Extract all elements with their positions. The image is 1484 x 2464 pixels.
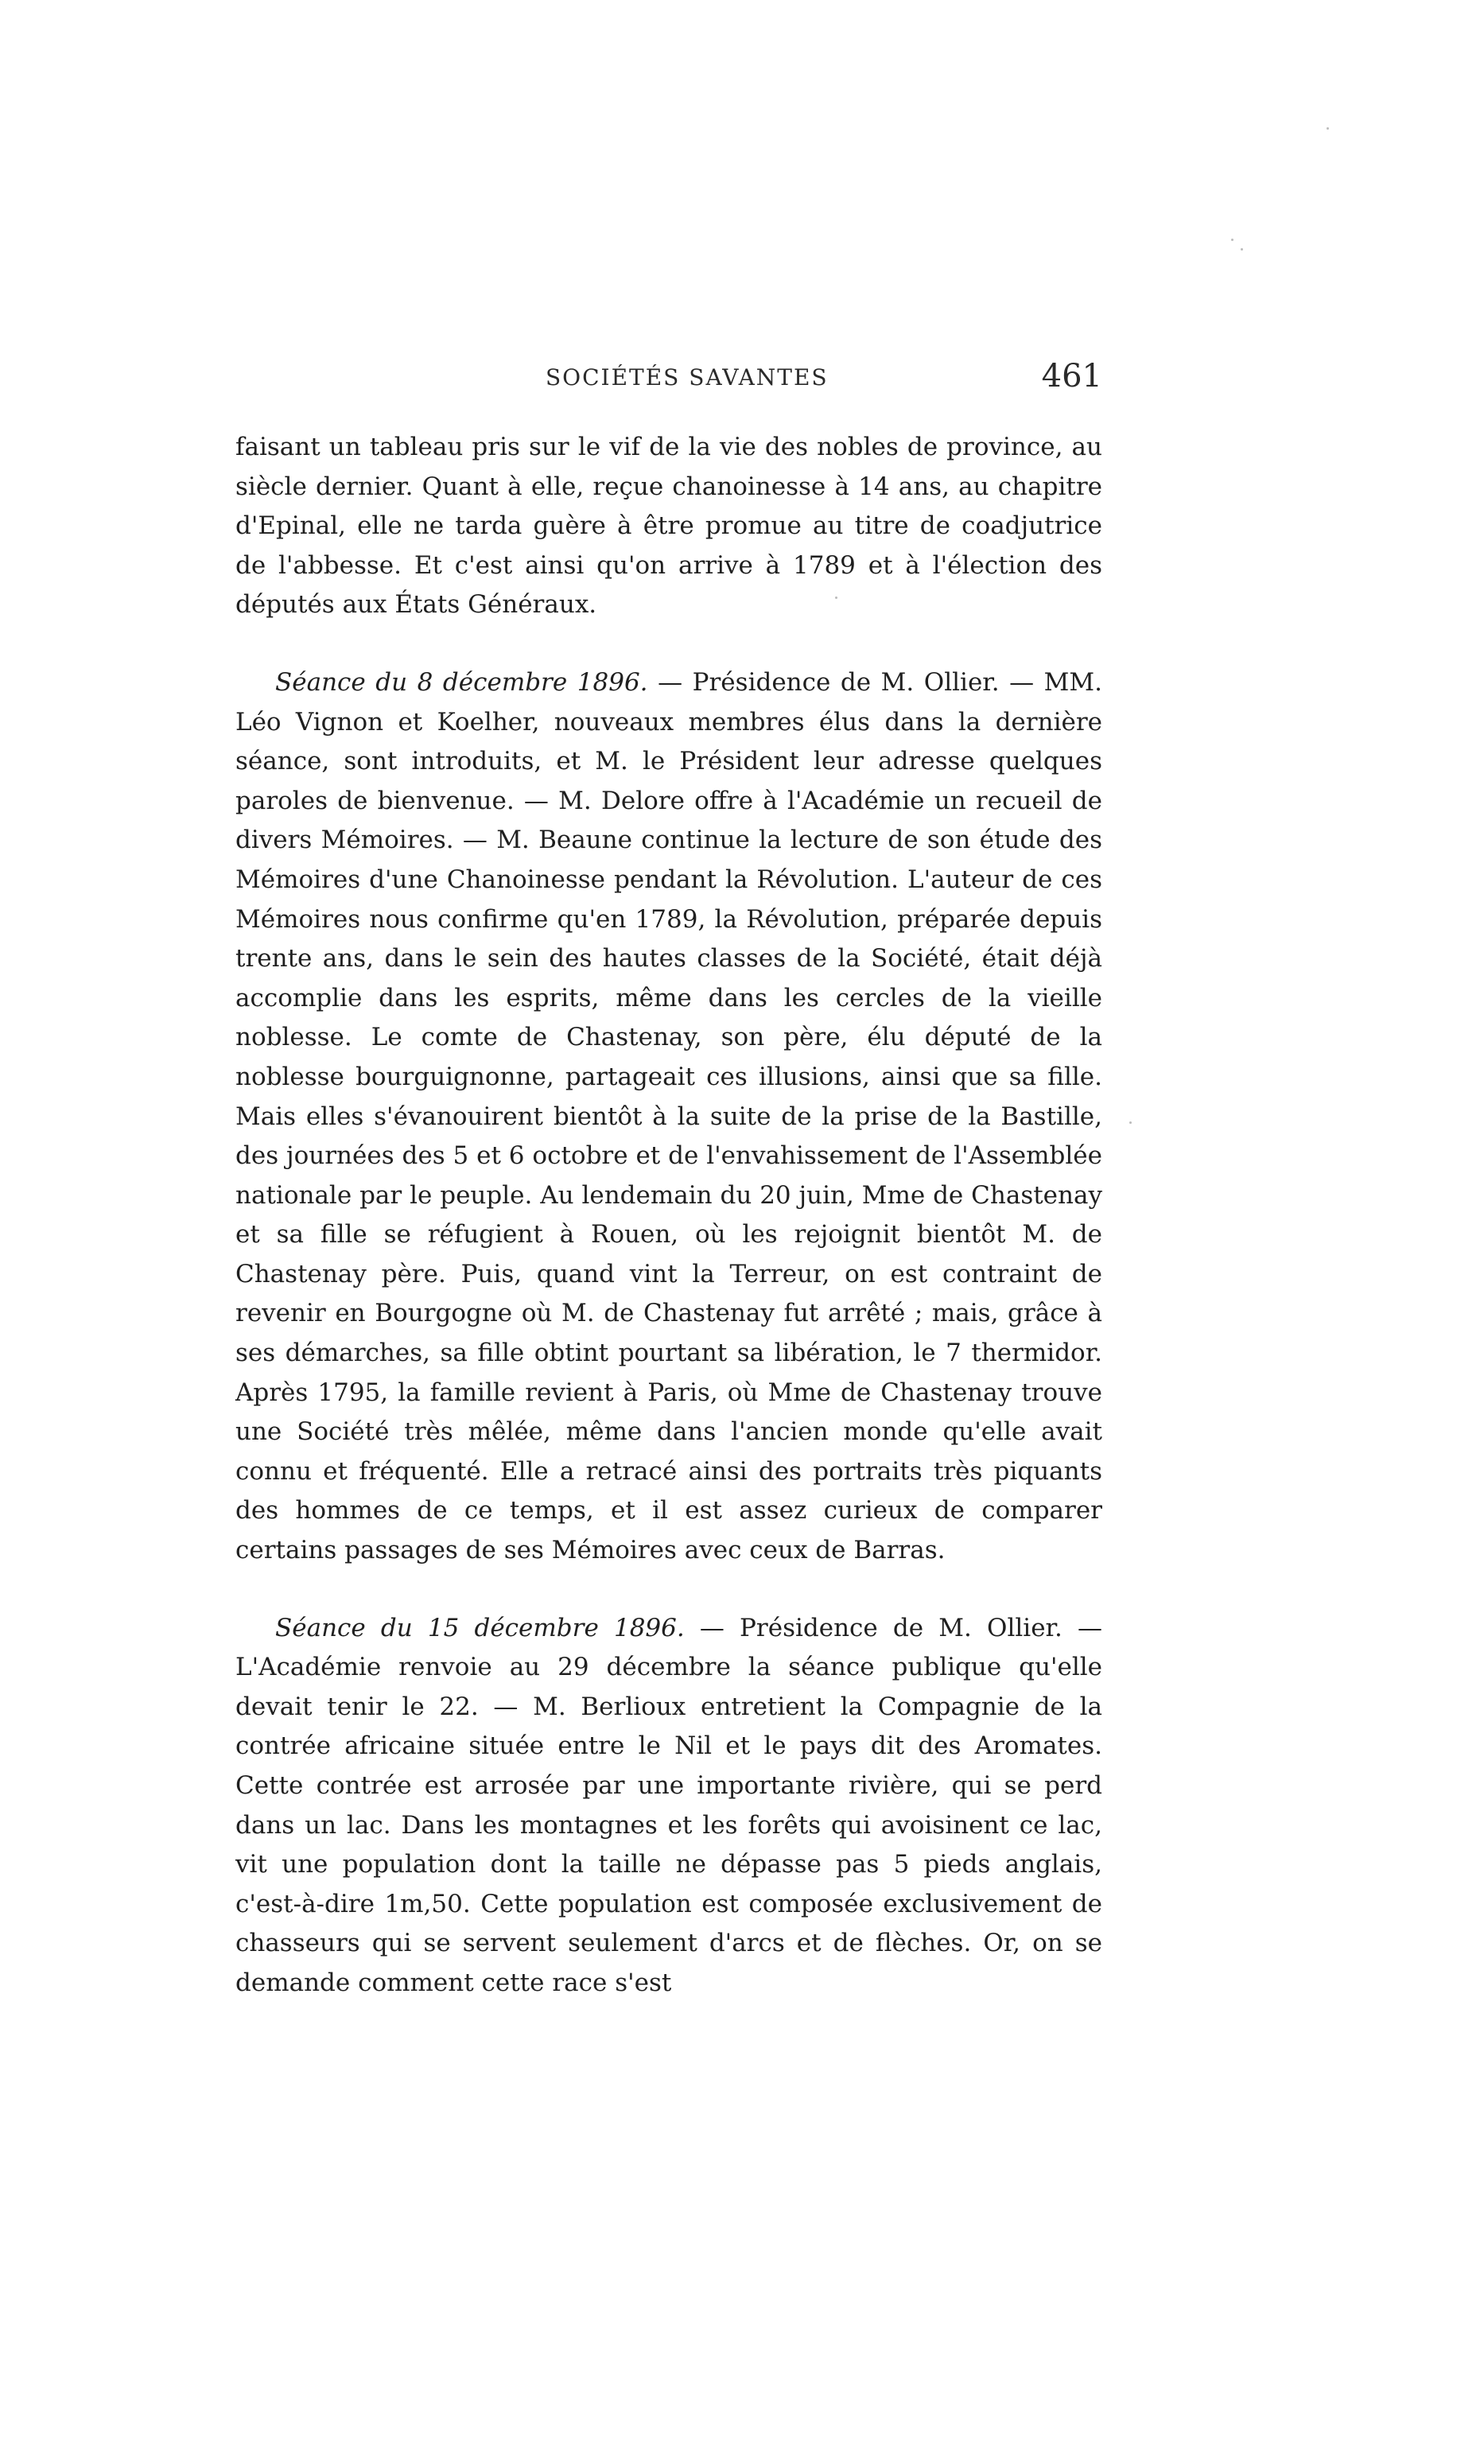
scan-speck xyxy=(1241,248,1243,251)
paragraph-text: — Présidence de M. Ollier. — L'Académie renvoie au 29 décembre la séance publique qu'elle devait tenir le 22. — M. Berlioux entretient la Compagnie de la contrée africaine située entre le Nil et le pays dit des Aromates. Cette contrée est arrosée par une importante rivière, qui se perd dans un lac. Dans les montagnes et les forêts qui avoisinent ce lac, vit une population dont la taille ne dépasse pas 5 pieds anglais, c'est-à-dire 1m,50. Cette population est composée exclusivement de chasseurs qui se servent seulement d'arcs et de flèches. Or, on se demande comment cette race s'est xyxy=(235,1613,1102,1997)
paragraph-text: — Présidence de M. Ollier. — MM. Léo Vignon et Koelher, nouveaux membres élus dans la dernière séance, sont introduits, et M. le Président leur adresse quelques paroles de bienvenue. — M. Delore offre à l'Académie un recueil de divers Mémoires. — M. Beaune continue la lecture de son étude des Mémoires d'une Chanoinesse pendant la Révolution. L'auteur de ces Mémoires nous confirme qu'en 1789, la Révolution, préparée depuis trente ans, dans le sein des hautes classes de la Société, était déjà accomplie dans les esprits, même dans les cercles de la vieille noblesse. Le comte de Chastenay, son père, élu député de la noblesse bourguignonne, partageait ces illusions, ainsi que sa fille. Mais elles s'évanouirent bientôt à la suite de la prise de la Bastille, des journées des 5 et 6 octobre et de l'envahissement de l'Assemblée nationale par le peuple. Au lendemain du 20 juin, Mme de Chastenay et sa fille se réfugient à Rouen, où les rejoignit bientôt M. de Chastenay père. Puis, quand vint la Terreur, on est contraint de revenir en Bourgogne où M. de Chastenay fut arrêté ; mais, grâce à ses démarches, sa fille obtint pourtant sa libération, le 7 thermidor. Après 1795, la famille revient à Paris, où Mme de Chastenay trouve une Société très mêlée, même dans l'ancien monde qu'elle avait connu et fréquenté. Elle a retracé ainsi des portraits très piquants des hommes de ce temps, et il est assez curieux de comparer certains passages de ses Mémoires avec ceux de Barras. xyxy=(235,667,1102,1565)
body-text xyxy=(235,428,1102,2003)
paragraph-seance-8-decembre xyxy=(235,663,1102,1571)
seance-date-label: Séance du 8 décembre 1896. xyxy=(275,667,648,697)
scan-speck xyxy=(1129,1121,1132,1124)
seance-date-label: Séance du 15 décembre 1896. xyxy=(275,1613,685,1642)
scan-speck xyxy=(1231,239,1233,241)
paragraph-continuation xyxy=(235,428,1102,625)
running-title: SOCIÉTÉS SAVANTES xyxy=(546,364,829,391)
page-number: 461 xyxy=(1041,358,1102,394)
scan-speck xyxy=(835,597,837,599)
paragraph-seance-15-decembre xyxy=(235,1609,1102,2003)
paragraph-text: faisant un tableau pris sur le vif de la vie des nobles de province, au siècle dernier. Quant à elle, reçue chanoinesse à 14 ans, au chapitre d'Epinal, elle ne tarda guère à être promue au titre de coadjutrice de l'abbesse. Et c'est ainsi qu'on arrive à 1789 et à l'élection des députés aux États Généraux. xyxy=(235,433,1102,620)
page-header xyxy=(235,358,1110,412)
scan-speck xyxy=(1327,127,1329,130)
